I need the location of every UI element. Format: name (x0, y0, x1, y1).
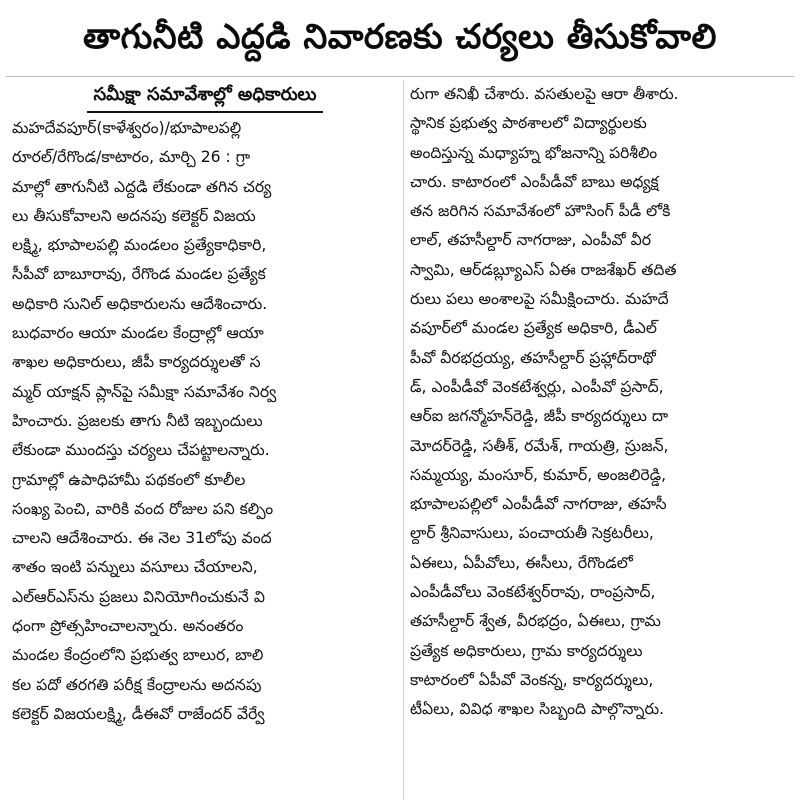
body-line: స్వామి, ఆర్‌డబ్ల్యూఎస్ ఏఈ రాజశేఖర్ తదిత (410, 260, 677, 279)
body-line: రుగా తనిఖీ చేశారు. వసతులపై ఆరా తీశారు. (410, 85, 679, 103)
body-line: భూపాలపల్లిలో ఎంపీడీవో నాగరాజు, తహసీ (410, 495, 667, 514)
body-line: కల పదో తరగతి పరీక్ష కేంద్రాలను అదనపు (12, 675, 262, 694)
column-divider (403, 80, 404, 800)
body-line: పీవో వీరభద్రయ్య, తహసీల్దార్ ప్రహ్లాద్‌రాథో (410, 348, 656, 367)
body-line: అధికారి సునిల్ అధికారులను ఆదేశించారు. (12, 294, 268, 313)
body-line: ప్రత్యేక అధికారులు, గ్రామ కార్యదర్శులు (410, 641, 643, 660)
body-line: మోదర్‌రెడ్డి, సతీశ్, రమేశ్, గాయత్రి, స్రుజన్, (410, 436, 669, 455)
body-line: అందిస్తున్న మధ్యాహ్న భోజనాన్ని పరిశీలిం (410, 143, 658, 162)
headline-rule (6, 76, 794, 77)
body-line: ఆర్‌ఐ జగన్మోహన్‌రెడ్డి, జీపీ కార్యదర్శులు దా (410, 407, 669, 426)
body-line: ధంగా ప్రోత్సహించాలన్నారు. అనంతరం (12, 617, 244, 636)
body-line: సంఖ్య పెంచి, వారికి వంద రోజుల పని కల్పిం (12, 499, 274, 518)
body-line: రులు పలు అంశాలపై సమీక్షించారు. మహదే (410, 290, 669, 309)
body-line: మహదేవపూర్(కాళేశ్వరం)/భూపాలపల్లి (12, 119, 242, 137)
body-line: రూరల్/రేగొండ/కాటారం, మార్చి 26 : గ్రా (12, 148, 251, 167)
body-line: ఎల్ఆర్ఎస్‌ను ప్రజలు వినియోగించుకునే వి (12, 587, 265, 606)
headline: తాగునీటి ఎద్దడి నివారణకు చర్యలు తీసుకోవాలి (83, 17, 717, 57)
body-line: ఎంపీడీవోలు వెంకటేశ్వర్‌రావు, రాంప్రసాద్, (410, 583, 656, 602)
body-line: ఏఈలు, ఏపీవోలు, ఈసీలు, రేగొండలో (410, 553, 633, 572)
body-line: డ్, ఎంపీడీవో వెంకటేశ్వర్లు, ఎంపీవో ప్రసాద్, (410, 377, 664, 396)
right-column (410, 80, 790, 725)
body-line: చాలని ఆదేశించారు. ఈ నెల 31లోపు వంద (12, 529, 272, 548)
left-column (12, 80, 398, 729)
body-line: చారు. కాటారంలో ఎంపీడీవో బాబు అధ్యక్ష (410, 172, 659, 191)
body-line: కలెక్టర్ విజయలక్ష్మి, డీఈవో రాజేందర్ వేర్వే (12, 704, 265, 723)
body-line: కాటారంలో ఏపీవో వెంకన్న, కార్యదర్శులు, (410, 670, 654, 689)
body-line: లాల్, తహసీల్దార్ నాగరాజు, ఎంపీవో వీర (410, 231, 651, 250)
body-line: గ్రామాల్లో ఉపాధిహామీ పథకంలో కూలీల (12, 470, 246, 489)
body-line: లు తీసుకోవాలని అదనపు కలెక్టర్ విజయ (12, 206, 256, 225)
body-line: సమ్మయ్య, మంసూర్, కుమార్, అంజలిరెడ్డి, (410, 465, 667, 484)
body-line: టీఏలు, వివిధ శాఖల సిబ్బంది పాల్గొన్నారు. (410, 700, 665, 719)
body-line: లక్ష్మి, భూపాలపల్లి మండలం ప్రత్యేకాధికారి, (12, 236, 267, 255)
body-line: స్థానిక ప్రభుత్వ పాఠశాలలో విద్యార్థులకు (410, 114, 647, 133)
body-line: తన జరిగిన సమావేశంలో హౌసింగ్ పీడీ లోకి (410, 202, 671, 221)
body-line: శాతం ఇంటి పన్నులు వసూలు చేయాలని, (12, 558, 258, 577)
body-line: బుధవారం ఆయా మండల కేంద్రాల్లో ఆయా (12, 324, 264, 343)
body-line: సీపీవో బాబూరావు, రేగొండ మండల ప్రత్యేక (12, 265, 266, 284)
body-line: మండల కేంద్రంలోని ప్రభుత్వ బాలుర, బాలి (12, 646, 264, 665)
body-line: వపూర్‌లో మండల ప్రత్యేక అధికారి, డీఎల్ (410, 319, 657, 338)
body-line: మాల్లో తాగునీటి ఎద్దడి లేకుండా తగిన చర్య (12, 177, 272, 196)
body-line: మ్మర్ యాక్షన్ ప్లాన్‌పై సమీక్షా సమావేశం నిర్వ (12, 382, 277, 401)
body-line: లేకుండా ముందస్తు చర్యలు చేపట్టాలన్నారు. (12, 441, 270, 460)
body-line: హించారు. ప్రజలకు తాగు నీటి ఇబ్బందులు (12, 411, 263, 430)
body-line: ల్దార్ శ్రీనివాసులు, పంచాయతీ సెక్రటరీలు, (410, 524, 654, 543)
body-line: శాఖల అధికారులు, జీపీ కార్యదర్శులతో స (12, 353, 261, 372)
subheadline: సమీక్షా సమావేశాల్లో అధికారులు (87, 82, 322, 113)
body-line: తహసీల్దార్ శ్వేత, వీరభద్రం, ఏఈలు, గ్రామ (410, 612, 661, 631)
subheadline-box (12, 80, 398, 114)
